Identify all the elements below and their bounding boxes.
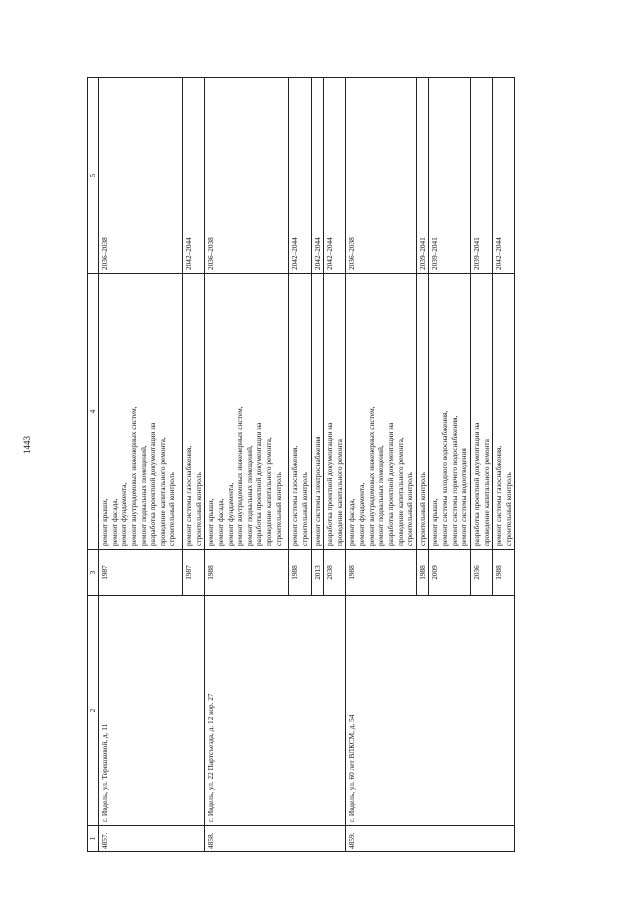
work-item: ремонт системы газоснабжения, [290,445,300,546]
table-row [346,78,416,852]
work-item: ремонт крыши, [430,498,440,546]
row-number: 4857. [99,826,205,852]
year-cell: 2038 [324,550,346,596]
work-item: ремонт внутридомовых инженерных систем, [235,406,245,546]
period-cell: 2036–2038 [99,78,183,274]
row-number: 4859. [346,826,515,852]
work-item: ремонт системы газоснабжения, [494,445,504,546]
rotated-page [87,78,578,852]
year-cell: 2009 [429,550,471,596]
period-cell: 2039–2041 [416,78,429,274]
work-item: строительный контроль [503,472,513,546]
work-item: ремонт системы газоснабжения, [184,445,193,546]
period-cell: 2039–2041 [429,78,471,274]
year-cell: 1988 [493,550,515,596]
address-cell: г. Ивдель, ул. Терешковой, д. 11 [99,596,205,826]
spacer [177,277,181,546]
table-row [99,78,183,852]
work-item: ремонт фасада, [109,498,119,546]
work-item: проведение капитального ремонта, [264,437,273,546]
work-item: строительный контроль [193,472,203,546]
work-item: ремонт подвальных помещений, [138,445,148,546]
work-item: строительный контроль [417,472,427,546]
works-cell [470,274,492,550]
works-cell [493,274,515,550]
row-number: 4858. [205,826,346,852]
works-cell [429,274,471,550]
table-body [99,78,515,852]
works-cell [324,274,346,550]
work-item: проведение капитального ремонта [334,439,344,546]
works-cell [289,274,311,550]
year-cell: 1988 [205,550,289,596]
year-cell: 1987 [99,550,183,596]
address-cell: г. Ивдель, ул. 22 Партсъезда, д. 12 кор. 27 [205,596,346,826]
work-item: строительный контроль [273,472,283,546]
work-item: ремонт фундамента, [119,482,129,546]
works-cell [416,274,429,550]
works-cell [205,274,289,550]
year-cell: 1988 [289,550,311,596]
work-item: ремонт подвальных помещений, [244,445,254,546]
work-item: ремонт системы горячего водоснабжения, [449,415,459,546]
work-item: ремонт фасада, [215,498,225,546]
work-item: проведение капитального ремонта [481,439,491,546]
work-item: разработка проектной документации на [148,422,158,546]
header-col-2: 2 [88,596,99,826]
work-item: ремонт крыши, [100,498,109,546]
table-sheet [87,78,578,852]
work-item: ремонт системы электроснабжения [312,436,322,546]
header-col-1: 1 [88,826,99,852]
page-number: 1443 [22,436,32,454]
header-row [88,78,99,852]
work-item: ремонт внутридомовых инженерных систем, [128,406,138,546]
work-item: проведение капитального ремонта, [157,437,167,546]
work-item: разработка проектной документации на [254,422,264,546]
work-item: строительный контроль [167,472,177,546]
repair-schedule-table [87,77,515,852]
period-cell: 2036–2038 [346,78,416,274]
work-item: разработка проектной документации на [325,422,335,546]
period-cell: 2036–2038 [205,78,289,274]
work-item: разработка проектной документации на [385,422,395,546]
period-cell: 2042–2044 [183,78,205,274]
year-cell: 1988 [416,550,429,596]
work-item: ремонт фундамента, [225,482,235,546]
work-item: строительный контроль [299,472,309,546]
period-cell: 2039–2041 [470,78,492,274]
year-cell: 2013 [311,550,324,596]
work-item: ремонт внутридомовых инженерных систем, [366,406,376,546]
period-cell: 2042–2044 [289,78,311,274]
work-item: ремонт фасада, [347,498,357,546]
address-cell: г. Ивдель, ул. 60 лет ВЛКСМ, д. 54 [346,596,515,826]
work-item: ремонт системы холодного водоснабжения, [440,410,449,546]
works-cell [99,274,183,550]
year-cell: 2036 [470,550,492,596]
work-item: разработка проектной документации на [471,422,481,546]
works-cell [311,274,324,550]
work-item: проведение капитального ремонта, [395,437,405,546]
period-cell: 2042–2044 [311,78,324,274]
works-cell [183,274,205,550]
spacer [283,277,287,546]
year-cell: 1987 [183,550,205,596]
header-col-4: 4 [88,274,99,550]
work-item: ремонт фундамента, [357,482,366,546]
work-item: ремонт подвальных помещений, [376,445,386,546]
period-cell: 2042–2044 [493,78,515,274]
period-cell: 2042–2044 [324,78,346,274]
work-item: ремонт крыши, [206,498,216,546]
header-col-5: 5 [88,78,99,274]
year-cell: 1988 [346,550,416,596]
work-item: ремонт системы водоотведения [459,448,469,546]
work-item: строительный контроль [405,472,415,546]
table-row [205,78,289,852]
works-cell [346,274,416,550]
header-col-3: 3 [88,550,99,596]
